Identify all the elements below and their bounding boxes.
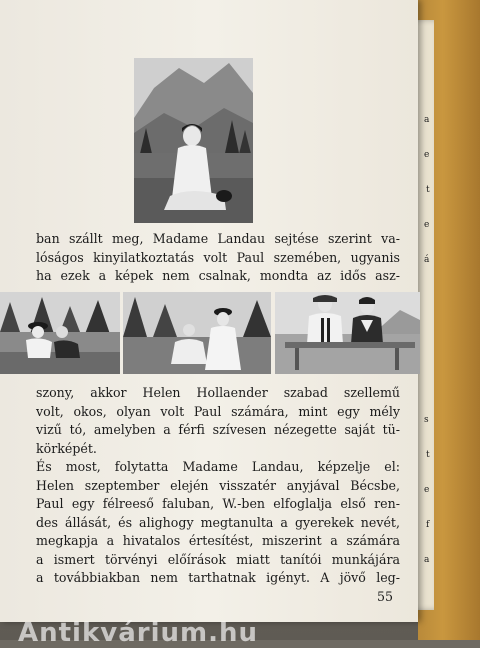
edge-letter: e	[424, 220, 430, 230]
photo-couple-at-table	[275, 292, 420, 374]
text-line: ban szállt meg, Madame Landau sejtése szerint va-	[36, 231, 400, 246]
text-line: szony, akkor Helen Hollaender szabad szellemű	[36, 385, 400, 400]
photo-woman-on-meadow	[134, 58, 253, 223]
edge-letter: t	[426, 450, 430, 460]
text-line: lóságos kinyilatkoztatás volt Paul szemében, ugyanis	[36, 249, 400, 265]
edge-letter: a	[424, 555, 430, 565]
edge-letter: e	[424, 150, 430, 160]
text-block-lower	[36, 384, 400, 588]
edge-letter: f	[426, 520, 430, 530]
photo-group-on-meadow	[123, 292, 271, 374]
text-line: ha ezek a képek nem csalnak, mondta az idős asz-	[36, 268, 400, 283]
text-line: a továbbiakban nem tarthatnak igényt. A jövő leg-	[36, 570, 400, 585]
page-number: 55	[377, 589, 394, 604]
text-line: vizű tó, amelyben a férfi szívesen nézegette saját tü-	[36, 422, 400, 437]
text-line: des állását, és alighogy megtanulta a gyerekek nevét,	[36, 514, 400, 530]
photo-couple-lying-in-grass	[0, 292, 120, 374]
edge-letter: s	[424, 415, 429, 425]
text-line: körképét.	[36, 440, 97, 456]
text-line: És most, folytatta Madame Landau, képzelje el:	[36, 459, 400, 474]
text-line: a ismert törvényi előírások miatt tanítói munkájára	[36, 551, 400, 567]
text-line: megkapja a hivatalos értesítést, miszerint a számára	[36, 533, 400, 548]
text-line: Paul egy félreeső faluban, W.-ben elfoglalja első ren-	[36, 496, 400, 511]
text-line: volt, okos, olyan volt Paul számára, mint egy mély	[36, 403, 400, 419]
edge-letter: á	[424, 255, 430, 265]
watermark: Antikvárium.hu	[18, 618, 258, 648]
text-line: Helen szeptember elején visszatér anyjával Bécsbe,	[36, 477, 400, 493]
edge-letter: t	[426, 185, 430, 195]
edge-letter: e	[424, 485, 430, 495]
text-block-upper	[36, 230, 400, 286]
edge-letter: a	[424, 115, 430, 125]
